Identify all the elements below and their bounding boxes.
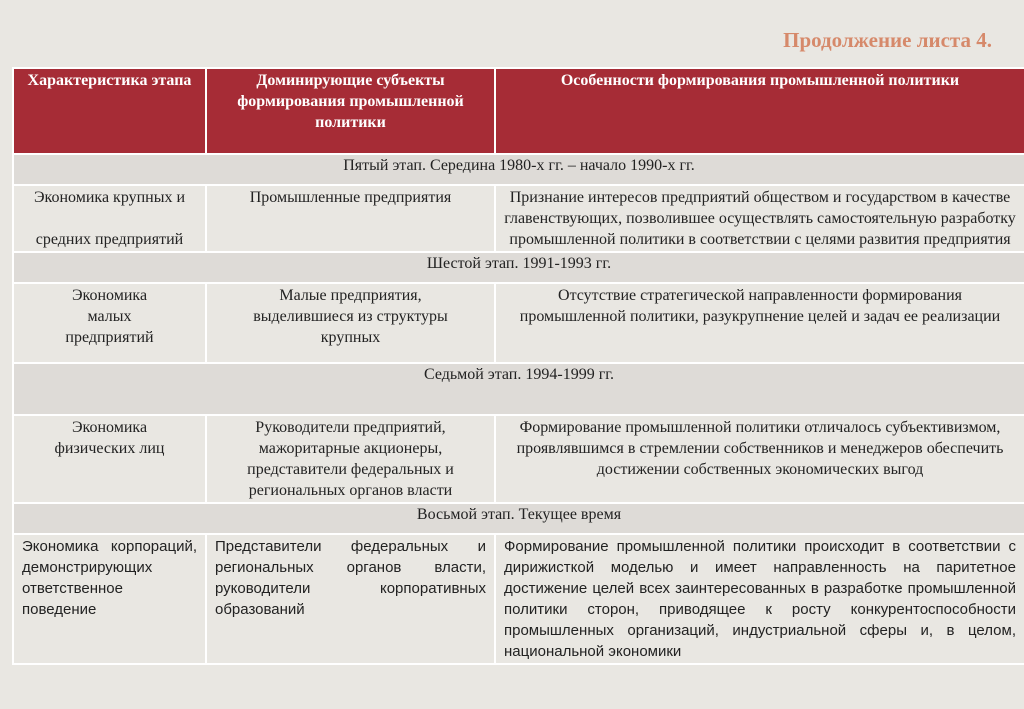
stage-heading: Седьмой этап. 1994-1999 гг. (13, 363, 1024, 415)
stage-characteristic (13, 185, 206, 252)
stage-heading-row (13, 154, 1024, 185)
stage-subjects: Промышленные предприятия (206, 185, 495, 252)
stage-heading: Пятый этап. Середина 1980-х гг. – начало 1990-х гг. (13, 154, 1024, 185)
header-subjects: Доминирующие субъекты формирования промышленной политики (206, 68, 495, 154)
stage-heading-row (13, 252, 1024, 283)
stage-heading-row (13, 363, 1024, 415)
stage-features: Признание интересов предприятий обществом и государством в качестве главенствующих, позволившее осуществлять самостоятельную разработку промышленной политики в соответствии с целями развития предприятия (495, 185, 1024, 252)
stage-features: Формирование промышленной политики происходит в соответствии с дирижисткой моделью и имеет направленность на паритетное достижение целей всех заинтересованных в разработке промышленной политики сторон, приводящее к росту конкурентоспособности промышленных организаций, индустриальной сферы и, в целом, национальной экономики (495, 534, 1024, 664)
stage-subjects: Руководители предприятий, мажоритарные акционеры, представители федеральных и региональных органов власти (206, 415, 495, 503)
table-row (13, 185, 1024, 252)
header-characteristic: Характеристика этапа (13, 68, 206, 154)
stage-heading: Восьмой этап. Текущее время (13, 503, 1024, 534)
table-row (13, 534, 1024, 664)
stage-subjects: Малые предприятия, выделившиеся из структуры крупных (206, 283, 495, 363)
table-row (13, 415, 1024, 503)
stage-heading: Шестой этап. 1991-1993 гг. (13, 252, 1024, 283)
header-features: Особенности формирования промышленной политики (495, 68, 1024, 154)
stage-characteristic: Экономика малых предприятий (13, 283, 206, 363)
table-header-row (13, 68, 1024, 154)
stage-features: Отсутствие стратегической направленности формирования промышленной политики, разукрупнение целей и задач ее реализации (495, 283, 1024, 363)
table-row (13, 283, 1024, 363)
stages-table (12, 67, 1024, 665)
stage-subjects: Представители федеральных и региональных органов власти, руководители корпоративных образований (206, 534, 495, 664)
stage-characteristic-line: Экономика крупных и (33, 189, 186, 206)
stage-characteristic: Экономика физических лиц (13, 415, 206, 503)
stage-features: Формирование промышленной политики отличалось субъективизмом, проявлявшимся в стремлении собственников и менеджеров обеспечить достижении собственных экономических выгод (495, 415, 1024, 503)
stage-heading-row (13, 503, 1024, 534)
stage-characteristic-line: средних предприятий (35, 231, 184, 248)
page-title: Продолжение листа 4. (783, 28, 992, 52)
stage-characteristic: Экономика корпораций, демонстрирующих ответственное поведение (13, 534, 206, 664)
